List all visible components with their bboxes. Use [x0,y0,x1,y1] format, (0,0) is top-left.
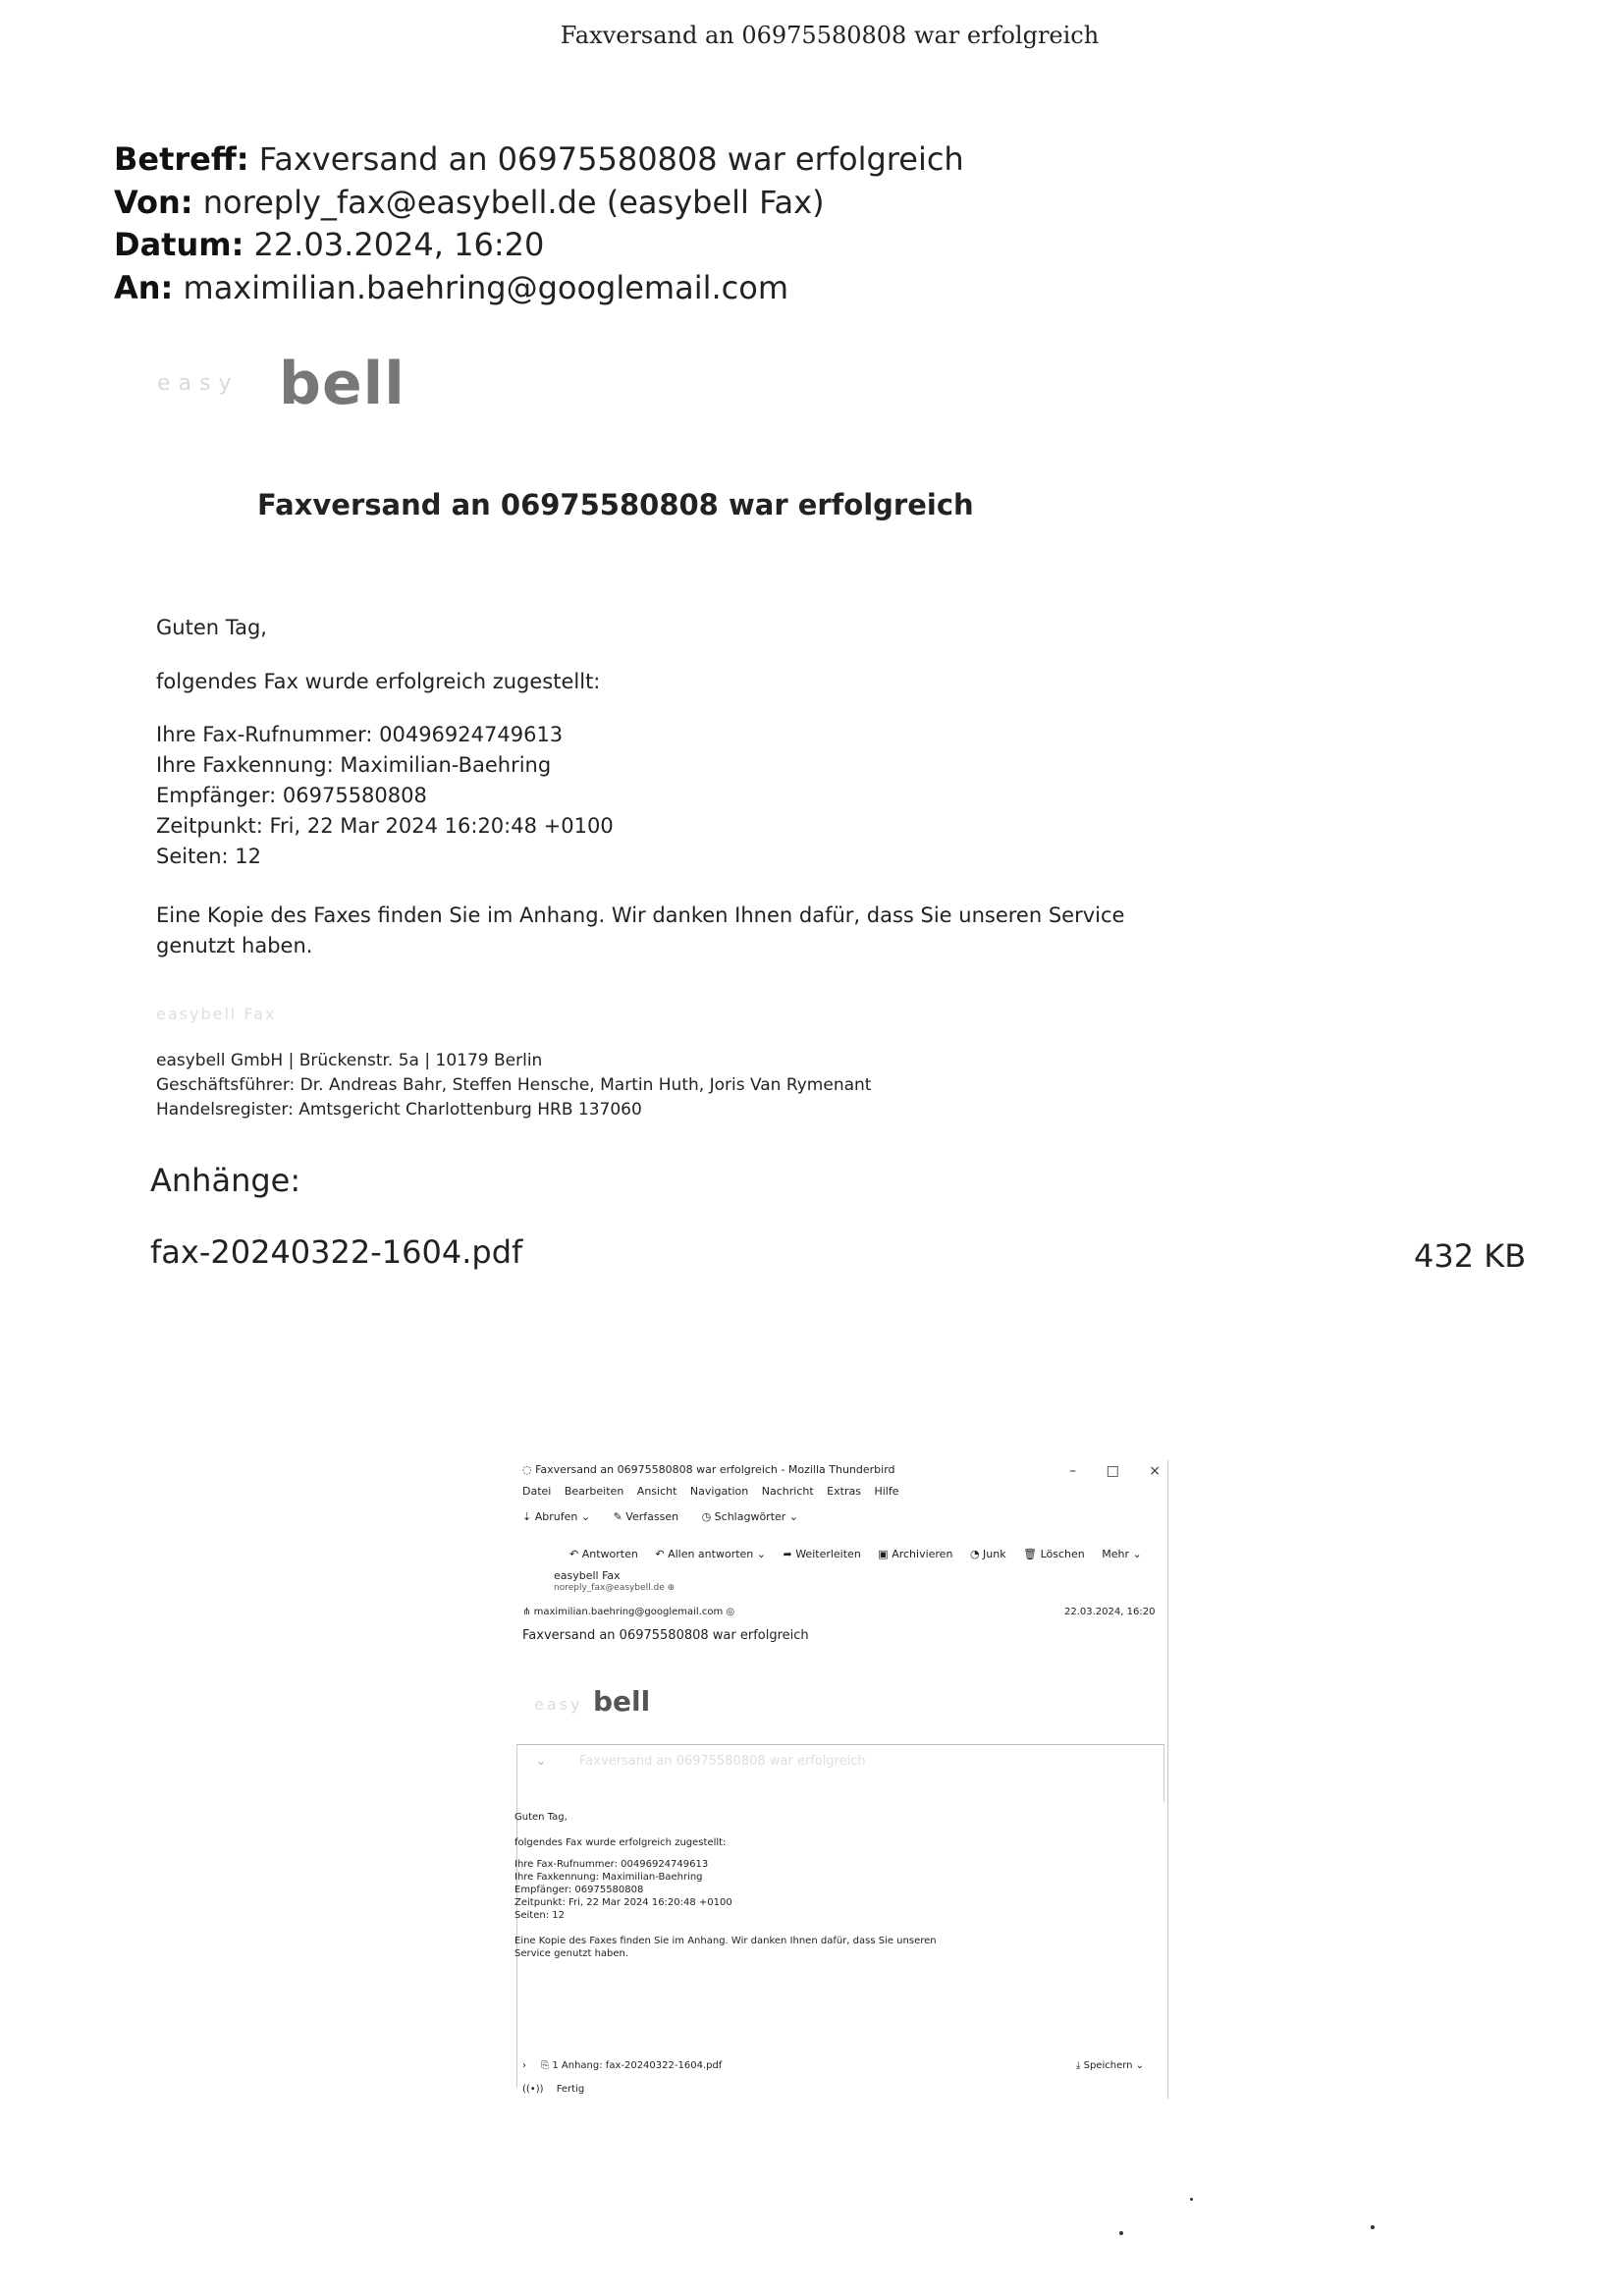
date-value: 22.03.2024, 16:20 [253,226,545,263]
chevron-down-icon: ⌄ [536,1754,547,1768]
shot-field-fax-number: Ihre Fax-Rufnummer: 00496924749613 [514,1859,709,1870]
company-footer [156,1049,871,1122]
greeting: Guten Tag, [156,616,267,639]
save-label: Speichern [1083,2060,1133,2071]
from-value: noreply_fax@easybell.de (easybell Fax) [202,184,825,221]
paperclip-icon: ⎘ [541,2060,550,2071]
save-icon: ⤓ [1076,2060,1081,2071]
intro-text: folgendes Fax wurde erfolgreich zugestellt: [156,670,601,693]
forward-button[interactable]: ➦ Weiterleiten [783,1548,861,1560]
contact-status-icon: ◎ [726,1607,735,1617]
from-line [114,184,825,221]
sender-name[interactable]: easybell Fax [554,1569,621,1582]
fax-details [156,720,614,872]
get-messages-button[interactable]: ⇣ Abrufen ⌄ [522,1510,591,1523]
thunderbird-icon: ◌ [522,1463,532,1476]
menu-nachricht[interactable]: Nachricht [761,1485,814,1498]
status-bar [522,2084,1174,2095]
recipient-number: Empfänger: 06975580808 [156,784,427,807]
close-button[interactable]: × [1149,1463,1161,1479]
to-line [114,269,788,306]
shot-greeting: Guten Tag, [514,1812,568,1823]
expand-chevron-icon[interactable]: › [522,2060,526,2071]
shot-field-recipient: Empfänger: 06975580808 [514,1885,644,1895]
archive-button[interactable]: ▣ Archivieren [878,1548,953,1560]
reply-all-button[interactable]: ↶ Allen antworten ⌄ [655,1548,766,1560]
heading-box [516,1744,1164,1802]
attachments-label: Anhänge: [150,1162,301,1199]
timestamp: Zeitpunkt: Fri, 22 Mar 2024 16:20:48 +0100 [156,814,614,838]
footer-register: Handelsregister: Amtsgericht Charlottenburg HRB 137060 [156,1100,642,1120]
menu-hilfe[interactable]: Hilfe [874,1485,899,1498]
shot-faded-heading: Faxversand an 06975580808 war erfolgreich [579,1754,866,1769]
page-count: Seiten: 12 [156,845,262,868]
tags-button[interactable]: ◷ Schlagwörter ⌄ [701,1510,799,1523]
message-date: 22.03.2024, 16:20 [1064,1607,1156,1617]
message-subject: Faxversand an 06975580808 war erfolgreich [522,1628,809,1643]
subject-label: Betreff: [114,140,249,178]
shot-easybell-logo: bell [593,1685,651,1718]
to-value: maximilian.baehring@googlemail.com [183,269,788,306]
scan-speckle [1119,2231,1123,2235]
subject-value: Faxversand an 06975580808 war erfolgreich [258,140,964,178]
activity-icon: ((•)) [522,2084,544,2095]
more-button[interactable]: Mehr ⌄ [1102,1548,1142,1560]
date-label: Datum: [114,226,244,263]
scan-speckle [1190,2198,1193,2201]
recipient-address[interactable]: maximilian.baehring@googlemail.com [533,1607,724,1617]
shot-copy-note-2: Service genutzt haben. [514,1948,629,1959]
menu-navigation[interactable]: Navigation [689,1485,749,1498]
window-controls [1044,1463,1161,1479]
copy-note: Eine Kopie des Faxes finden Sie im Anhang. Wir danken Ihnen dafür, dass Sie unseren Service genutzt haben. [156,903,1125,957]
shot-intro: folgendes Fax wurde erfolgreich zugestellt: [514,1837,727,1848]
compose-button[interactable]: ✎ Verfassen [613,1510,679,1523]
shot-field-fax-id: Ihre Faxkennung: Maximilian-Baehring [514,1872,703,1883]
scan-speckle [1371,2225,1375,2229]
tag-icon: ◷ [701,1510,712,1523]
footer-managers: Geschäftsführer: Dr. Andreas Bahr, Steffen Hensche, Martin Huth, Joris Van Rymenant [156,1075,872,1095]
logo-faded-part: easy [157,371,240,396]
contact-icon: ⊕ [667,1583,676,1593]
print-header: Faxversand an 06975580808 war erfolgreich [560,22,1100,49]
sender-email[interactable]: noreply_fax@easybell.de [554,1583,665,1593]
menu-bar [522,1485,1174,1498]
sender-email-row [554,1583,1174,1593]
attachment-bar-label[interactable]: 1 Anhang: fax-20240322-1604.pdf [552,2060,723,2071]
footer-address: easybell GmbH | Brückenstr. 5a | 10179 Berlin [156,1051,543,1070]
menu-ansicht[interactable]: Ansicht [636,1485,677,1498]
shot-field-timestamp: Zeitpunkt: Fri, 22 Mar 2024 16:20:48 +0100 [514,1897,732,1908]
from-label: Von: [114,184,193,221]
window-title: Faxversand an 06975580808 war erfolgreich - Mozilla Thunderbird [535,1463,895,1476]
menu-bearbeiten[interactable]: Bearbeiten [564,1485,624,1498]
fax-number: Ihre Fax-Rufnummer: 00496924749613 [156,723,564,746]
junk-button[interactable]: ◔ Junk [969,1548,1006,1560]
download-icon: ⇣ [522,1510,532,1523]
date-line [114,226,545,263]
message-actions [569,1548,1174,1560]
subject-line [114,140,964,178]
reply-button[interactable]: ↶ Antworten [569,1548,638,1560]
fax-id: Ihre Faxkennung: Maximilian-Baehring [156,753,552,777]
maximize-button[interactable]: □ [1106,1463,1119,1479]
minimize-button[interactable]: – [1069,1463,1077,1479]
delete-button[interactable]: 🗑 Löschen [1023,1548,1085,1560]
shot-field-pages: Seiten: 12 [514,1910,565,1921]
faded-signature: easybell Fax [156,1005,277,1023]
to-label: An: [114,269,174,306]
menu-extras[interactable]: Extras [827,1485,861,1498]
shot-copy-note-1: Eine Kopie des Faxes finden Sie im Anhang. Wir danken Ihnen dafür, dass Sie unseren [514,1936,937,1946]
message-heading: Faxversand an 06975580808 war erfolgreich [257,488,974,521]
main-toolbar [522,1510,1174,1523]
thunderbird-screenshot [514,1459,1174,2110]
save-attachment-button[interactable]: ⤓ Speichern ⌄ [1076,2060,1145,2071]
attachment-file-size: 432 KB [1414,1237,1527,1275]
pencil-icon: ✎ [613,1510,622,1523]
easybell-logo: bell [279,350,406,418]
shot-logo-faded: easy [534,1695,583,1714]
recipient-label-icon: ⋔ [522,1607,531,1617]
status-text: Fertig [556,2084,585,2095]
menu-datei[interactable]: Datei [522,1485,552,1498]
attachment-file-name[interactable]: fax-20240322-1604.pdf [150,1233,523,1271]
